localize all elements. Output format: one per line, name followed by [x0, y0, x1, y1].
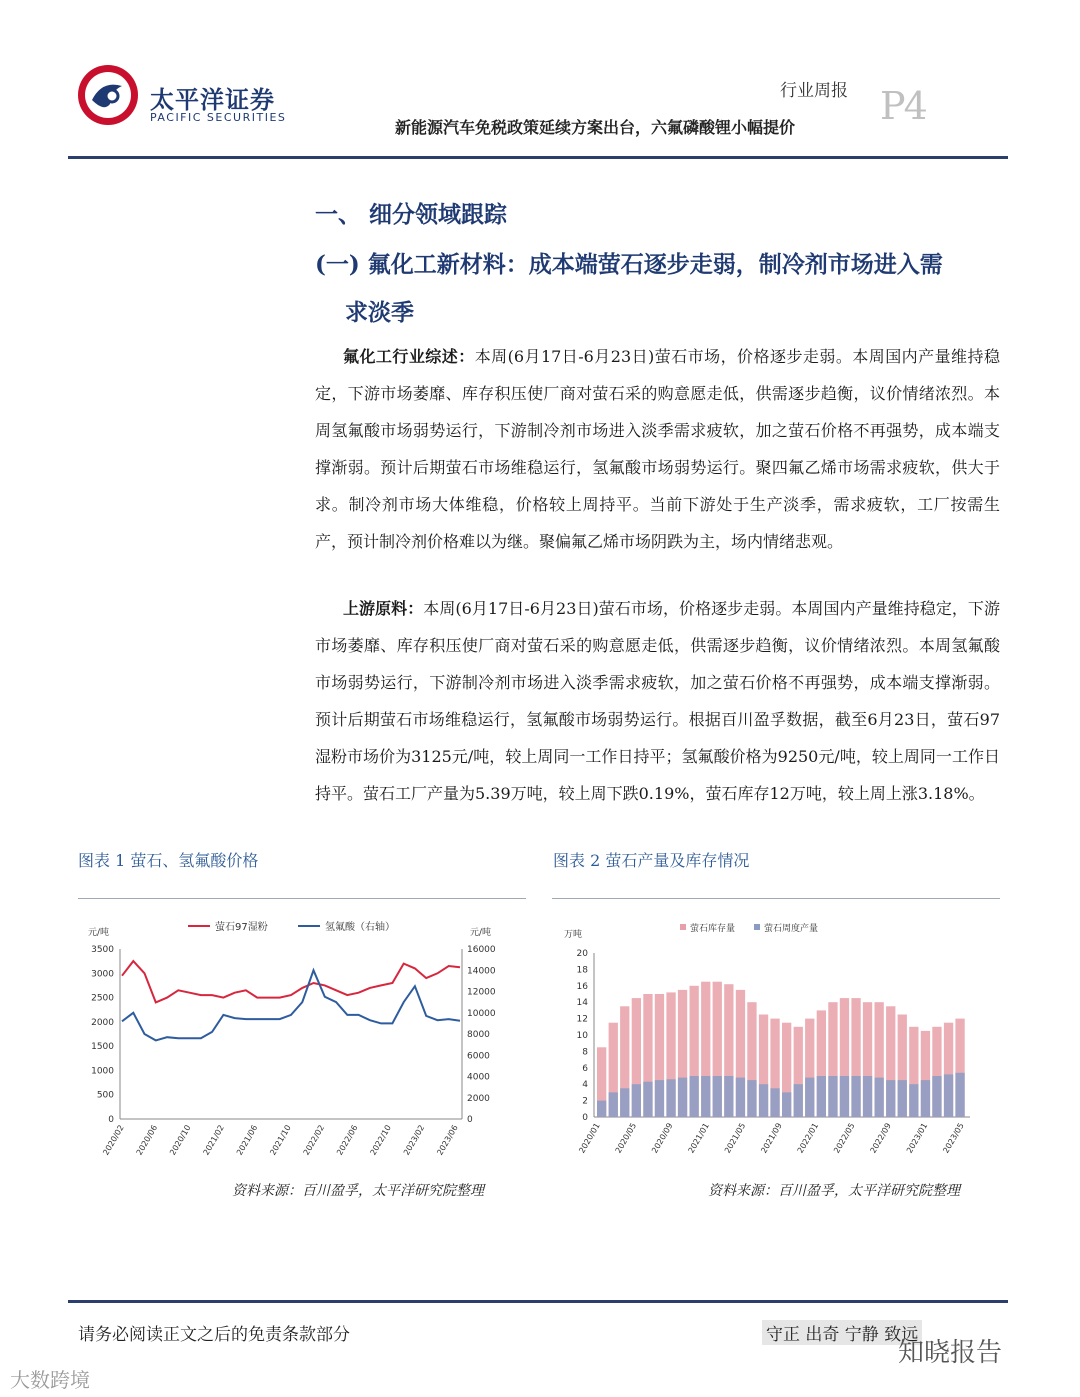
paragraph-lead: 氟化工行业综述： [343, 347, 475, 366]
y-tick-label: 8 [582, 1047, 588, 1058]
x-tick-label: 2022/09 [868, 1121, 893, 1155]
bar [632, 1084, 641, 1117]
right-tick-label: 0 [467, 1115, 473, 1125]
left-tick-label: 3500 [91, 945, 114, 955]
figure-1-caption: 图表 1 萤石、氢氟酸价格 [78, 851, 259, 870]
x-tick-label: 2020/01 [577, 1121, 602, 1155]
output-inventory-chart-svg [552, 899, 1000, 1181]
y-axis-unit: 万吨 [564, 930, 583, 940]
price-chart [78, 898, 526, 1181]
x-tick-label: 2022/02 [301, 1123, 327, 1157]
x-tick-label: 2020/09 [650, 1121, 675, 1155]
bar [747, 1080, 756, 1117]
left-tick-label: 1500 [91, 1042, 114, 1053]
y-tick-label: 0 [582, 1113, 588, 1123]
right-tick-label: 8000 [467, 1030, 490, 1040]
watermark-right: 知晓报告 [898, 1338, 1003, 1368]
bar [840, 1076, 849, 1117]
x-tick-label: 2022/01 [795, 1121, 821, 1155]
bar [817, 1076, 826, 1117]
x-tick-label: 2020/05 [613, 1121, 639, 1155]
paragraph-upstream-materials [315, 590, 1000, 812]
page-number: P4 [880, 84, 926, 128]
bar [944, 1074, 953, 1117]
x-tick-label: 2021/10 [268, 1123, 293, 1157]
left-tick-label: 2500 [91, 993, 114, 1004]
bar [678, 1078, 687, 1117]
bar [782, 1092, 791, 1117]
bar [713, 1076, 722, 1117]
legend-label: 萤石库存量 [690, 924, 736, 934]
left-tick-label: 3000 [91, 969, 114, 980]
bar [759, 1084, 768, 1117]
right-tick-label: 12000 [467, 987, 496, 998]
bar [666, 1079, 675, 1117]
x-tick-label: 2023/02 [401, 1123, 427, 1157]
bar [597, 1101, 606, 1117]
right-tick-label: 6000 [467, 1051, 490, 1062]
left-tick-label: 1000 [91, 1066, 114, 1077]
bar [898, 1080, 907, 1117]
watermark-left: 大数跨境 [10, 1368, 90, 1392]
left-axis-unit: 元/吨 [88, 928, 110, 938]
y-tick-label: 4 [582, 1080, 588, 1091]
bar [875, 1078, 884, 1117]
brand-name-cn: 太平洋证券 [150, 86, 275, 114]
right-axis-unit: 元/吨 [470, 928, 492, 938]
bar [805, 1078, 814, 1117]
bar [690, 1076, 699, 1117]
disclaimer-note: 请务必阅读正文之后的免责条款部分 [78, 1325, 350, 1345]
x-tick-label: 2021/05 [722, 1121, 748, 1155]
company-motto: 守正 出奇 宁静 致远 [762, 1320, 922, 1345]
legend-swatch [754, 924, 760, 930]
x-tick-label: 2023/01 [904, 1121, 930, 1155]
paragraph-industry-overview [315, 338, 1000, 560]
x-tick-label: 2023/05 [941, 1121, 966, 1155]
right-tick-label: 4000 [467, 1072, 490, 1083]
x-tick-label: 2023/06 [435, 1123, 460, 1157]
figure-2-source: 资料来源：百川盈孚，太平洋研究院整理 [708, 1183, 960, 1199]
bar [724, 1076, 733, 1117]
bar [863, 1076, 872, 1117]
x-tick-label: 2022/05 [832, 1121, 857, 1155]
series-line [122, 970, 460, 1040]
y-tick-label: 2 [582, 1096, 588, 1107]
brand-name-en: PACIFIC SECURITIES [150, 111, 287, 124]
right-tick-label: 16000 [467, 945, 496, 955]
y-tick-label: 16 [576, 981, 588, 992]
legend-label: 萤石周度产量 [764, 924, 819, 934]
y-tick-label: 20 [576, 949, 588, 959]
y-tick-label: 12 [576, 1014, 588, 1025]
report-type: 行业周报 [780, 81, 848, 101]
y-tick-label: 14 [576, 998, 588, 1009]
left-tick-label: 500 [96, 1090, 114, 1101]
bar [609, 1092, 618, 1117]
x-tick-label: 2021/06 [234, 1123, 260, 1157]
bar [909, 1084, 918, 1117]
output-inventory-chart [552, 898, 1000, 1181]
series-line [122, 961, 460, 1002]
x-tick-label: 2021/02 [201, 1123, 226, 1157]
paragraph-lead: 上游原料： [343, 599, 424, 618]
y-tick-label: 18 [576, 965, 588, 976]
x-tick-label: 2021/09 [759, 1121, 784, 1155]
bar [921, 1080, 930, 1117]
left-tick-label: 0 [108, 1115, 114, 1125]
y-tick-label: 10 [576, 1031, 588, 1041]
x-tick-label: 2020/02 [101, 1123, 126, 1157]
legend-label: 萤石97湿粉 [215, 922, 268, 933]
right-tick-label: 14000 [467, 966, 496, 977]
paragraph-body: 本周(6月17日-6月23日)萤石市场，价格逐步走弱。本周国内产量维持稳定，下游市场萎靡、库存积压使厂商对萤石采的购意愿走低，供需逐步趋衡，议价情绪浓烈。本周氢氟酸市场弱势运行，下游制冷剂市场进入淡季需求疲软，加之萤石价格不再强势，成本端支撑渐弱。预计后期萤石市场维稳运行，氢氟酸市场弱势运行。聚四氟乙烯市场需求疲软，供大于求。制冷剂市场大体维稳，价格较上周持平。当前下游处于生产淡季，需求疲软，工厂按需生产，预计制冷剂价格难以为继。聚偏氟乙烯市场阴跌为主，场内情绪悲观。 [315, 347, 1000, 551]
figure-1-source: 资料来源：百川盈孚，太平洋研究院整理 [232, 1183, 484, 1199]
left-tick-label: 2000 [91, 1017, 114, 1028]
bar [620, 1088, 629, 1117]
legend-label: 氢氟酸（右轴） [325, 922, 395, 933]
x-tick-label: 2021/01 [686, 1121, 711, 1155]
x-tick-label: 2022/06 [335, 1123, 360, 1157]
bar [770, 1088, 779, 1117]
paragraph-body: 本周(6月17日-6月23日)萤石市场，价格逐步走弱。本周国内产量维持稳定，下游市场萎靡、库存积压使厂商对萤石采的购意愿走低，供需逐步趋衡，议价情绪浓烈。本周氢氟酸市场弱势运行，下游制冷剂市场进入淡季需求疲软，加之萤石价格不再强势，成本端支撑渐弱。预计后期萤石市场维稳运行，氢氟酸市场弱势运行。根据百川盈孚数据，截至6月23日，萤石97湿粉市场价为3125元/吨，较上周同一工作日持平；氢氟酸价格为9250元/吨，较上周同一工作日持平。萤石工厂产量为5.39万吨，较上周下跌0.19%，萤石库存12万吨，较上周上涨3.18%。 [315, 599, 1000, 803]
figure-2-caption: 图表 2 萤石产量及库存情况 [553, 851, 750, 870]
bar [643, 1082, 652, 1117]
x-tick-label: 2022/10 [368, 1123, 393, 1157]
bar [828, 1076, 837, 1117]
header-divider [68, 156, 1008, 159]
x-tick-label: 2020/10 [168, 1123, 193, 1157]
subsection-heading-line2: 求淡季 [345, 299, 414, 326]
subsection-heading-line1: (一) 氟化工新材料：成本端萤石逐步走弱，制冷剂市场进入需 [315, 251, 943, 278]
bar [655, 1080, 664, 1117]
section-heading: 一、 细分领域跟踪 [315, 201, 508, 228]
bar [701, 1076, 710, 1117]
footer-divider [68, 1300, 1008, 1303]
legend-swatch [680, 924, 686, 930]
bar [886, 1080, 895, 1117]
report-title: 新能源汽车免税政策延续方案出台，六氟磷酸锂小幅提价 [395, 118, 796, 137]
bar [794, 1084, 803, 1117]
bar [955, 1073, 964, 1117]
y-tick-label: 6 [582, 1063, 588, 1074]
x-tick-label: 2020/06 [134, 1123, 160, 1157]
bar [851, 1076, 860, 1117]
bar [932, 1076, 941, 1117]
right-tick-label: 10000 [467, 1008, 496, 1019]
right-tick-label: 2000 [467, 1093, 490, 1104]
bar [736, 1078, 745, 1117]
price-chart-svg [78, 899, 526, 1181]
